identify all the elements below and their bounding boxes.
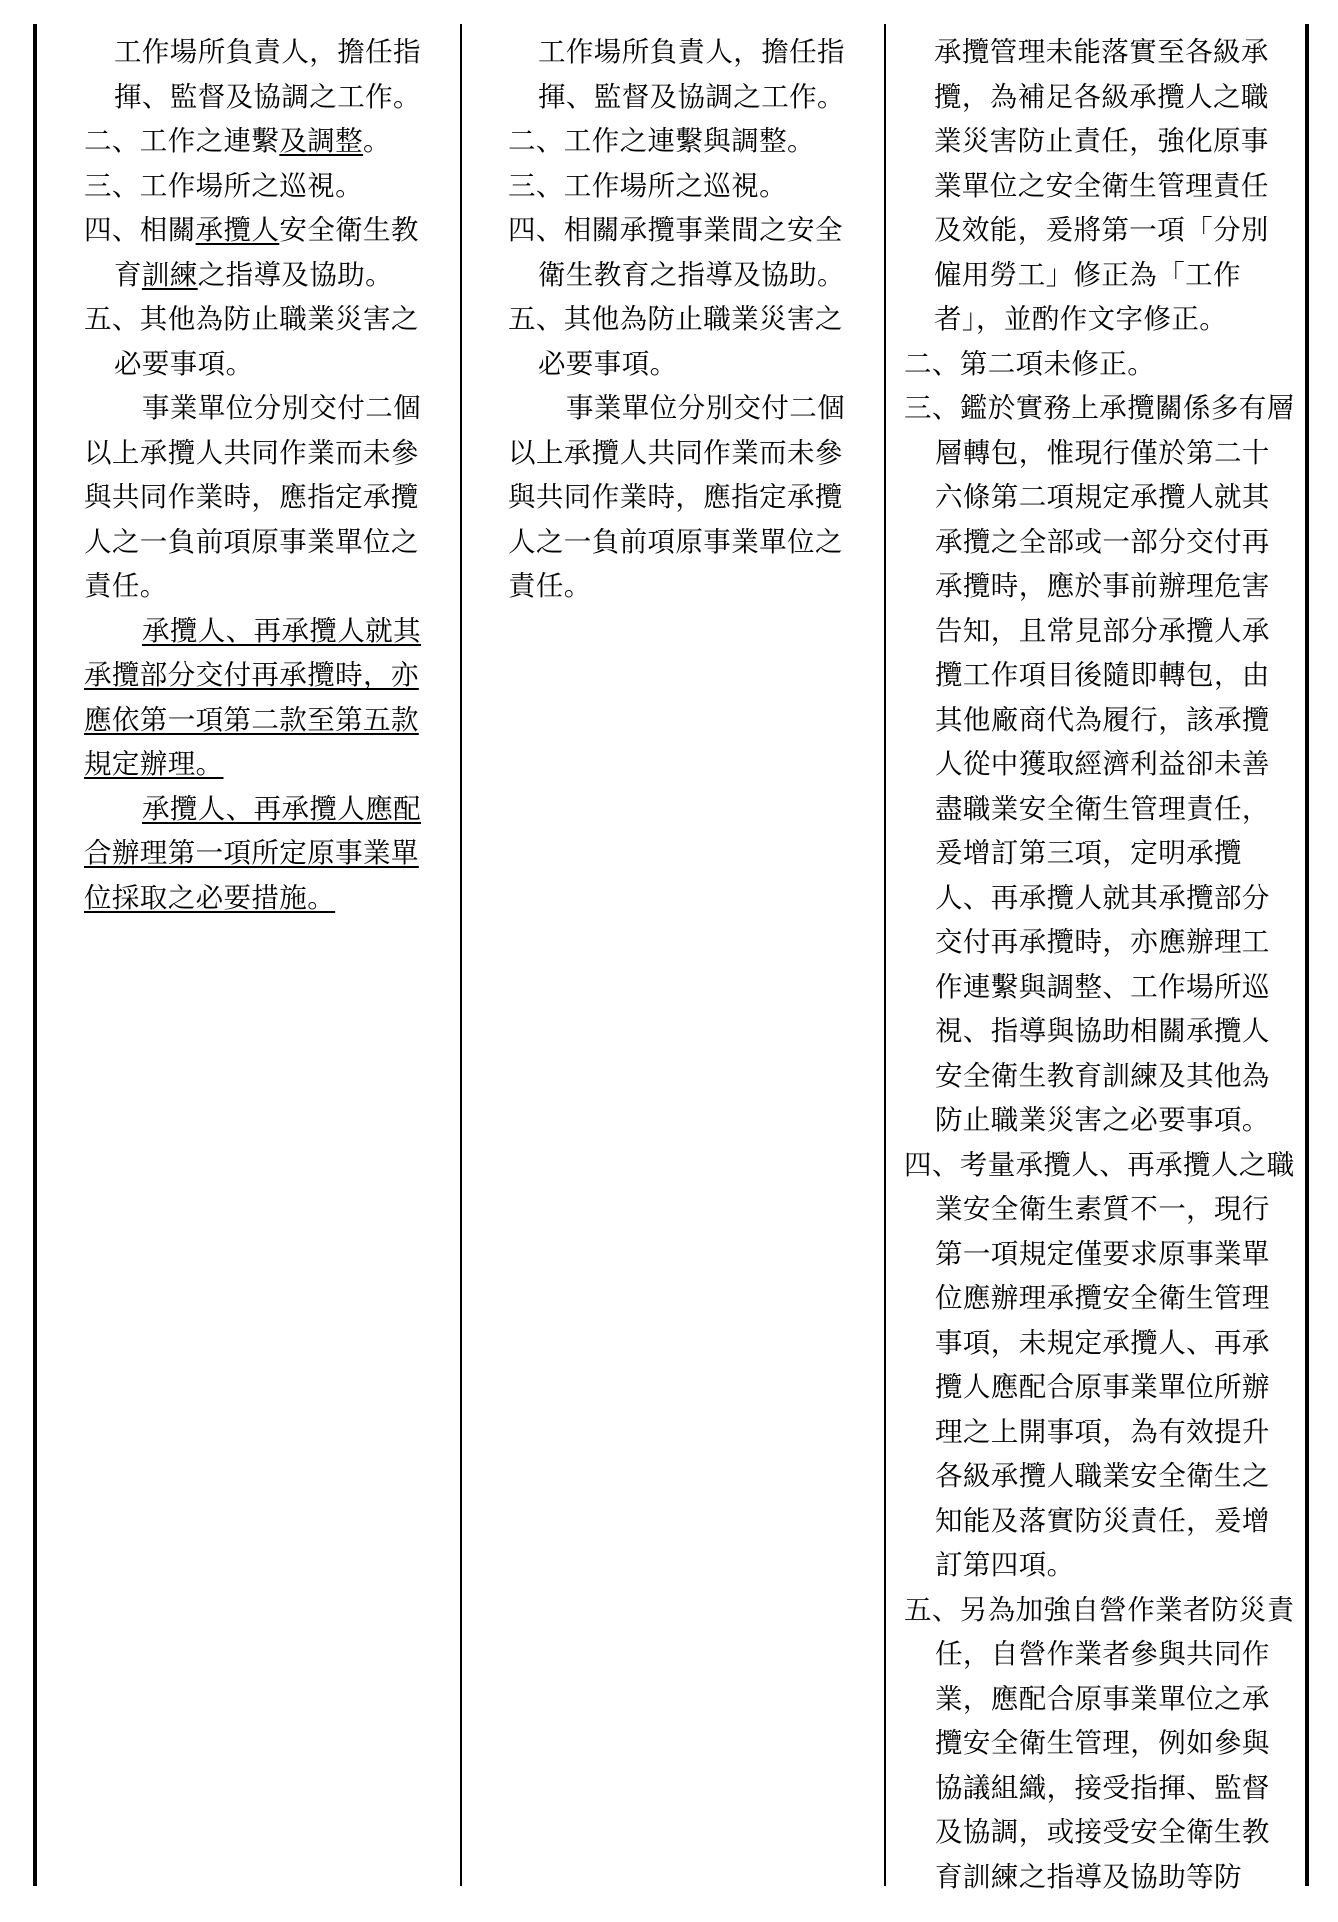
list-item: 四、相關承攬事業間之安全衛生教育之指導及協助。 (508, 214, 845, 291)
underlined-text: 及 (279, 125, 308, 157)
table-border-left (33, 24, 37, 1886)
paragraph: 事業單位分別交付二個以上承攬人共同作業而未參與共同作業時，應指定承攬人之一負前項原事業單位之責任。 (84, 392, 421, 602)
item-text: 安全衛生教育 (114, 214, 419, 291)
underlined-text: 承攬人 (195, 214, 280, 246)
table-border-right (1305, 24, 1309, 1886)
item-text: 四、相關 (84, 214, 196, 246)
column-divider-2 (884, 24, 886, 1886)
column-divider-1 (460, 24, 462, 1886)
item-text: 之指導及協助。 (197, 258, 394, 291)
list-item: 五、其他為防止職業災害之必要事項。 (508, 303, 843, 380)
underlined-paragraph-text: 承攬人、再承攬人應配合辦理第一項所定原事業單位採取之必要措施。 (84, 792, 421, 914)
amended-text-column (84, 30, 446, 920)
paragraph (84, 609, 446, 787)
list-item: 三、工作場所之巡視。 (84, 169, 363, 202)
item-text: 二、工作之連繫 (84, 125, 280, 157)
current-text-column (508, 30, 870, 609)
note-item: 二、第二項未修正。 (904, 347, 1156, 380)
list-item: 五、其他為防止職業災害之必要事項。 (84, 303, 419, 380)
paragraph (84, 787, 446, 921)
list-item: 三、工作場所之巡視。 (508, 169, 787, 202)
list-item (84, 119, 446, 164)
list-item: 二、工作之連繫與調整。 (508, 125, 815, 157)
underlined-paragraph-text: 承攬人、再承攬人就其承攬部分交付再承攬時，亦應依第一項第二款至第五款規定辦理。 (84, 614, 421, 780)
underlined-text: 訓練 (141, 258, 198, 291)
continued-item-text: 工作場所負責人，擔任指揮、監督及協調之工作。 (114, 36, 421, 113)
continued-item-text: 工作場所負責人，擔任指揮、監督及協調之工作。 (538, 36, 845, 113)
item-text: 。 (363, 125, 391, 157)
note-item: 三、鑑於實務上承攬關係多有層層轉包，惟現行僅於第二十六條第二項規定承攬人就其承攬之全部或一部分交付再承攬時，應於事前辦理危害告知，且常見部分承攬人承攬工作項目後隨即轉包，由其他廠商代為履行，該承攬人從中獲取經濟利益卻未善盡職業安全衛生管理責任，爰增訂第三項，定明承攬人、再承攬人就其承攬部分交付再承攬時，亦應辦理工作連繫與調整、工作場所巡視、指導與協助相關承攬人安全衛生教育訓練及其他為防止職業災害之必要事項。 (904, 392, 1295, 1136)
note-item: 四、考量承攬人、再承攬人之職業安全衛生素質不一，現行第一項規定僅要求原事業單位應辦理承攬安全衛生管理事項，未規定承攬人、再承攬人應配合原事業單位所辦理之上開事項，為有效提升各級承攬人職業安全衛生之知能及落實防災責任，爰增訂第四項。 (904, 1148, 1295, 1581)
note-item: 五、另為加強自營作業者防災責任，自營作業者參與共同作業，應配合原事業單位之承攬安全衛生管理，例如參與協議組織，接受指揮、監督及協調，或接受安全衛生教育訓練之指導及協助等防 (904, 1593, 1295, 1893)
explanation-column (904, 30, 1296, 1899)
continued-note-text: 承攬管理未能落實至各級承攬，為補足各級承攬人之職業災害防止責任，強化原事業單位之安全衛生管理責任及效能，爰將第一項「分別僱用勞工」修正為「工作者」，並酌作文字修正。 (934, 36, 1269, 335)
paragraph: 事業單位分別交付二個以上承攬人共同作業而未參與共同作業時，應指定承攬人之一負前項原事業單位之責任。 (508, 392, 845, 602)
underlined-text: 調整 (307, 125, 364, 157)
list-item (84, 208, 446, 297)
